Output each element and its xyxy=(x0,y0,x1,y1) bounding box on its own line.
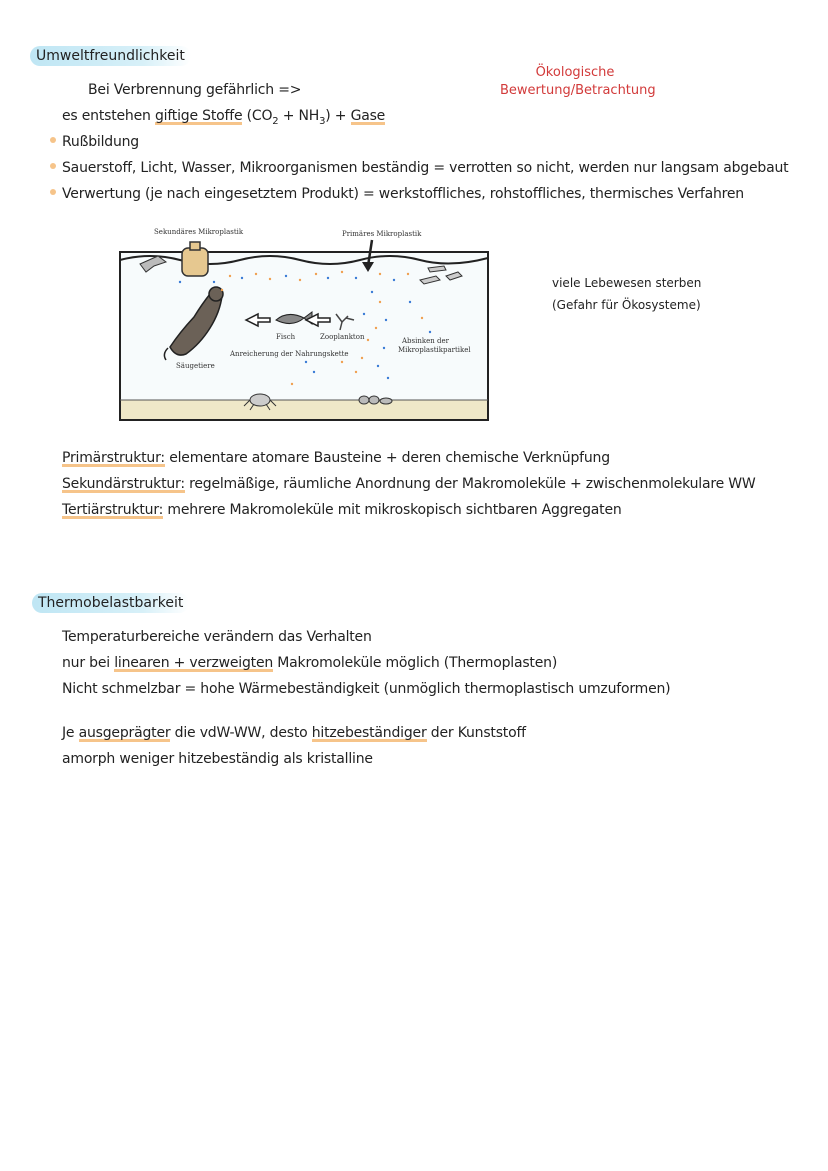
label-primary-microplastic: Primäres Mikroplastik xyxy=(342,230,422,238)
label-mammals: Säugetiere xyxy=(176,362,215,370)
definition: elementare atomare Bausteine + deren chemische Verknüpfung xyxy=(164,450,610,466)
definition: mehrere Makromoleküle mit mikroskopisch sichtbaren Aggregaten xyxy=(163,502,622,518)
bullet-text: Rußbildung xyxy=(62,134,139,150)
heading-thermobelastbarkeit: Thermobelastbarkeit xyxy=(32,593,189,613)
structure-tertiary xyxy=(62,500,622,520)
text-segment: die vdW-WW, desto xyxy=(170,725,312,741)
text-segment: nur bei xyxy=(62,655,115,671)
term-tertiaerstruktur: Tertiärstruktur: xyxy=(62,502,164,518)
text-segment: (CO xyxy=(242,108,273,124)
highlight-linear-verzweigt: linearen + verzweigten xyxy=(114,655,274,671)
highlight-gase: Gase xyxy=(350,108,386,124)
text-nicht-schmelzbar: Nicht schmelzbar = hohe Wärmebeständigkeit (unmöglich thermoplastisch umzuformen) xyxy=(62,681,671,697)
text-verbrennung: Bei Verbrennung gefährlich => xyxy=(88,82,302,98)
text-segment: es entstehen xyxy=(62,108,155,124)
bullet-russbildung xyxy=(50,132,139,152)
text-segment: der Kunststoff xyxy=(426,725,526,741)
side-note-line-1: Ökologische xyxy=(535,65,615,80)
text-segment: ) + xyxy=(325,108,351,124)
side-note-line-1: viele Lebewesen sterben xyxy=(552,276,702,290)
highlight-hitzebestaendiger: hitzebeständiger xyxy=(311,725,427,741)
label-secondary-microplastic: Sekundäres Mikroplastik xyxy=(154,228,244,236)
bullet-verwertung xyxy=(50,184,744,204)
text-amorph: amorph weniger hitzebeständig als kristalline xyxy=(62,751,373,767)
bullet-bestaendig xyxy=(50,158,788,178)
structure-primary xyxy=(62,448,610,468)
text-thermoplasten xyxy=(62,653,557,673)
side-note-oekologisch xyxy=(500,64,656,100)
bullet-text: Verwertung (je nach eingesetztem Produkt) = werkstoffliches, rohstoffliches, thermisches Verfahren xyxy=(62,186,744,202)
subscript: 2 xyxy=(272,115,279,127)
label-enrichment: Anreicherung der Nahrungskette xyxy=(230,350,349,358)
label-zooplankton: Zooplankton xyxy=(320,333,365,341)
structure-secondary xyxy=(62,474,756,494)
term-sekundaerstruktur: Sekundärstruktur: xyxy=(62,476,185,492)
bullet-dot xyxy=(50,189,56,195)
text-vdw xyxy=(62,723,526,743)
term-primaerstruktur: Primärstruktur: xyxy=(62,450,165,466)
figure-side-note xyxy=(552,272,701,316)
side-note-line-2: Bewertung/Betrachtung xyxy=(500,83,656,98)
bullet-dot xyxy=(50,137,56,143)
bullet-dot xyxy=(50,163,56,169)
label-sinking-1: Absinken der xyxy=(402,337,449,345)
text-segment: Je xyxy=(62,725,79,741)
label-fish: Fisch xyxy=(276,333,296,341)
bullet-text: Sauerstoff, Licht, Wasser, Mikroorganismen beständig = verrotten so nicht, werden nur langsam abgebaut xyxy=(62,160,789,176)
text-temperaturbereiche: Temperaturbereiche verändern das Verhalten xyxy=(62,629,372,645)
heading-umweltfreundlichkeit: Umweltfreundlichkeit xyxy=(30,46,191,66)
subscript: 3 xyxy=(319,115,326,127)
highlight-giftige-stoffe: giftige Stoffe xyxy=(154,108,243,124)
text-giftige-stoffe xyxy=(62,106,385,132)
seabed xyxy=(121,400,487,419)
microplastic-figure xyxy=(110,222,495,427)
bottle-icon xyxy=(182,242,208,276)
highlight-ausgepraegter: ausgeprägter xyxy=(78,725,171,741)
side-note-line-2: (Gefahr für Ökosysteme) xyxy=(552,298,701,312)
text-segment: Makromoleküle möglich (Thermoplasten) xyxy=(273,655,558,671)
definition: regelmäßige, räumliche Anordnung der Makromoleküle + zwischenmolekulare WW xyxy=(184,476,756,492)
text-segment: + NH xyxy=(278,108,320,124)
label-sinking-2: Mikroplastikpartikel xyxy=(398,346,471,354)
